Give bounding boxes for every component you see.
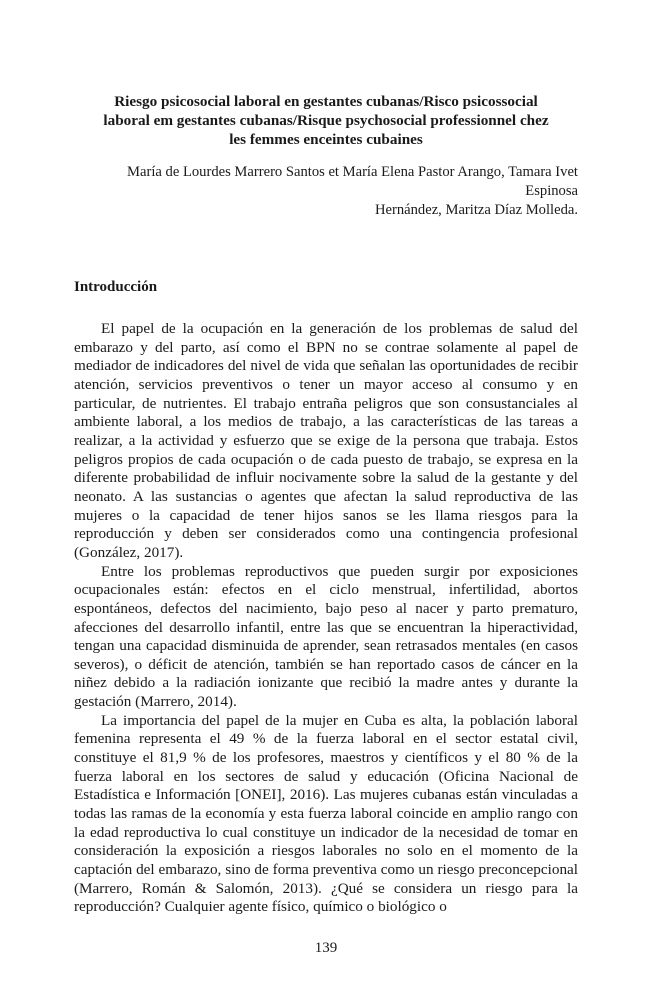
author-list	[74, 163, 578, 220]
page-number: 139	[314, 940, 338, 956]
paragraph: La importancia del papel de la mujer en Cuba es alta, la población laboral femenina representa el 49 % de la fuerza laboral en el sector estatal civil, constituye el 81,9 % de los profesores, maestros y científicos y el 80 % de la fuerza laboral en los sectores de salud y educación (Oficina Nacional de Estadística e Información [ONEI], 2016). Las mujeres cubanas están vinculadas a todas las ramas de la economía y esta fuerza laboral coincide en amplio rango con la edad reproductiva lo cual constituye un indicador de la necesidad de tomar en consideración la exposición a riesgos laborales no solo en el momento de la captación del embarazo, sino de forma preventiva como un riesgo preconcepcional (Marrero, Román & Salomón, 2013). ¿Qué se considera un riesgo para la reproducción? Cualquier agente físico, químico o biológico o	[74, 711, 578, 916]
paragraph: El papel de la ocupación en la generación de los problemas de salud del embarazo y del parto, así como el BPN no se contrae solamente al papel de mediador de indicadores del nivel de vida que señalan las oportunidades de recibir atención, servicios preventivos o tener un mayor acceso al consumo y en particular, de nutrientes. El trabajo entraña peligros que son consustanciales al ambiente laboral, a los medios de trabajo, a las características de las tareas a realizar, a la actividad y esfuerzo que se exige de la persona que trabaja. Estos peligros propios de cada ocupación o de cada puesto de trabajo, se expresa en la diferente probabilidad de influir nocivamente sobre la salud de la gestante y del neonato. A las sustancias o agentes que afectan la salud reproductiva de las mujeres o la capacidad de tener hijos sanos se les llama riesgos para la reproducción y deben ser considerados como una contingencia profesional (González, 2017).	[74, 320, 578, 561]
section-heading: Introducción	[74, 279, 158, 295]
body-text	[74, 320, 578, 917]
title-line: laboral em gestantes cubanas/Risque psychosocial professionnel chez	[103, 112, 549, 129]
author-line: Hernández, Maritza Díaz Molleda.	[374, 202, 578, 218]
title-line: les femmes enceintes cubaines	[229, 131, 423, 148]
document-page	[74, 0, 578, 1006]
paper-title	[74, 92, 578, 149]
paragraph: Entre los problemas reproductivos que pueden surgir por exposiciones ocupacionales están: efectos en el ciclo menstrual, infertilidad, abortos espontáneos, defectos del nacimiento, bajo peso al nacer y parto prematuro, afecciones del desarrollo infantil, entre las que se encuentran la hiperactividad, tengan una capacidad disminuida de aprender, sean retrasados mentales (en casos severos), o déficit de atención, también se han reportado casos de cáncer en la niñez debido a la radiación ionizante que recibió la madre antes y durante la gestación (Marrero, 2014).	[74, 562, 578, 711]
author-line: Espinosa	[525, 183, 578, 199]
title-line: Riesgo psicosocial laboral en gestantes cubanas/Risco psicossocial	[114, 93, 538, 110]
author-line: María de Lourdes Marrero Santos et María Elena Pastor Arango, Tamara Ivet	[127, 164, 578, 180]
